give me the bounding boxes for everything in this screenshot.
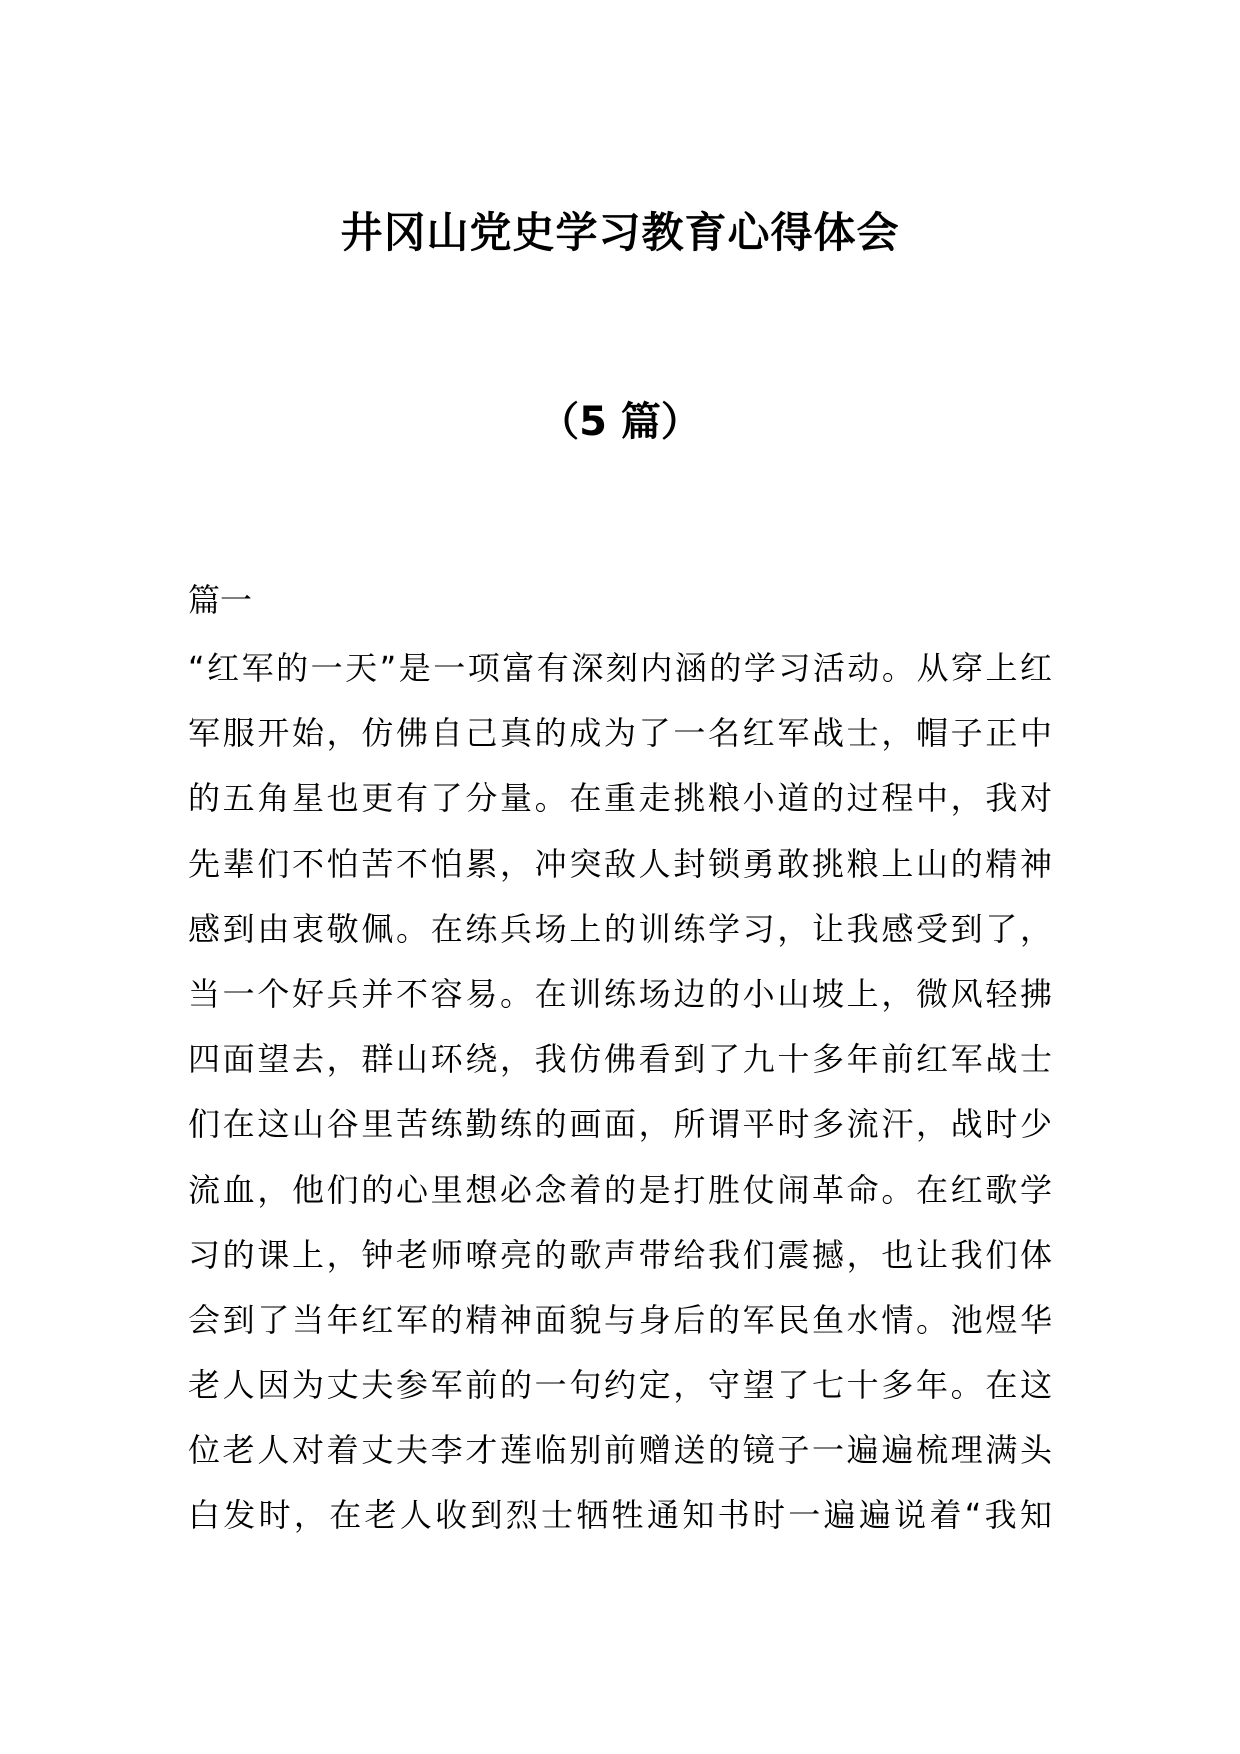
paragraph-line: 感到由衷敬佩。在练兵场上的训练学习，让我感受到了， [188, 909, 1052, 948]
paragraph-line: 会到了当年红军的精神面貌与身后的军民鱼水情。池煜华 [188, 1300, 1052, 1339]
paragraph-line: 们在这山谷里苦练勤练的画面，所谓平时多流汗，战时少 [188, 1105, 1052, 1144]
paragraph-line: 的五角星也更有了分量。在重走挑粮小道的过程中，我对 [188, 779, 1052, 818]
paragraph-line: 四面望去，群山环绕，我仿佛看到了九十多年前红军战士 [188, 1040, 1052, 1079]
paragraph-line: 军服开始，仿佛自己真的成为了一名红军战士，帽子正中 [188, 714, 1052, 753]
paragraph-line: 白发时，在老人收到烈士牺牲通知书时一遍遍说着“我知 [188, 1496, 1052, 1535]
paragraph-line: 位老人对着丈夫李才莲临别前赠送的镜子一遍遍梳理满头 [188, 1431, 1052, 1470]
body-paragraph [188, 636, 1052, 1549]
paragraph-line: 当一个好兵并不容易。在训练场边的小山坡上，微风轻拂 [188, 974, 1052, 1013]
paragraph-line: 习的课上，钟老师嘹亮的歌声带给我们震撼，也让我们体 [188, 1235, 1052, 1274]
document-title: 井冈山党史学习教育心得体会 [340, 208, 900, 257]
paragraph-line: “红军的一天”是一项富有深刻内涵的学习活动。从穿上红 [188, 649, 1052, 687]
section-label: 篇一 [188, 581, 253, 619]
paragraph-line: 老人因为丈夫参军前的一句约定，守望了七十多年。在这 [188, 1366, 1052, 1405]
paragraph-line: 先辈们不怕苦不怕累，冲突敌人封锁勇敢挑粮上山的精神 [188, 844, 1052, 883]
document-subtitle: （5 篇） [539, 399, 701, 445]
paragraph-line: 流血，他们的心里想必念着的是打胜仗闹革命。在红歌学 [188, 1170, 1052, 1209]
